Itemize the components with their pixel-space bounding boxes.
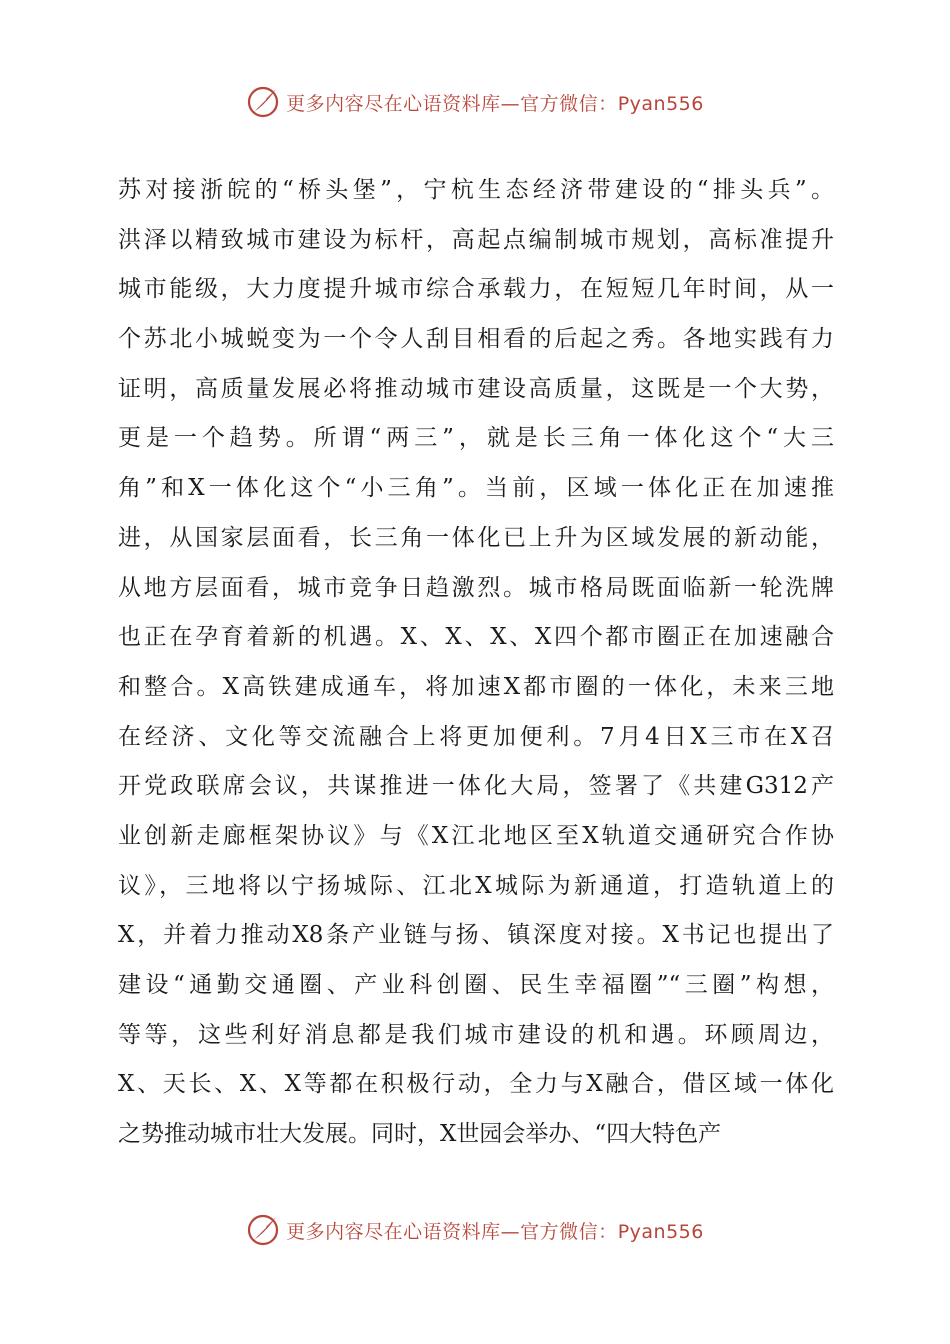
- body-line: 业创新走廊框架协议》与《X江北地区至X轨道交通研究合作协: [118, 822, 834, 849]
- body-line: 等等，这些利好消息都是我们城市建设的机和遇。环顾周边，: [118, 1021, 834, 1048]
- banner-dash: —: [500, 92, 521, 115]
- body-line: 和整合。X高铁建成通车，将加速X都市圈的一体化，未来三地: [118, 673, 834, 700]
- body-line: 也正在孕育着新的机遇。X、X、X、X四个都市圈正在加速融合: [118, 624, 834, 651]
- quill-pen-logo-icon: [246, 1213, 280, 1247]
- banner-slogan: 更多内容尽在心语资料库: [286, 92, 501, 115]
- body-line: 开党政联席会议，共谋推进一体化大局，签署了《共建G312产: [118, 773, 834, 800]
- banner-dash: —: [500, 1220, 521, 1243]
- header-banner: [0, 80, 950, 124]
- body-line: 议》，三地将以宁扬城际、江北X城际为新通道，打造轨道上的: [118, 872, 834, 899]
- body-line: 更是一个趋势。所谓“两三”，就是长三角一体化这个“大三: [118, 425, 834, 452]
- body-line: 进，从国家层面看，长三角一体化已上升为区域发展的新动能，: [118, 524, 834, 551]
- body-line: 个苏北小城蜕变为一个令人刮目相看的后起之秀。各地实践有力: [118, 326, 834, 353]
- body-line: 在经济、文化等交流融合上将更加便利。7月4日X三市在X召: [118, 723, 834, 750]
- banner-wechat-id: Pyan556: [617, 92, 704, 115]
- body-line: 苏对接浙皖的“桥头堡”，宁杭生态经济带建设的“排头兵”。: [118, 177, 834, 203]
- body-line: X、天长、X、X等都在积极行动，全力与X融合，借区域一体化: [118, 1071, 834, 1098]
- body-line: 角”和X一体化这个“小三角”。当前，区域一体化正在加速推: [118, 475, 834, 502]
- body-line: 之势推动城市壮大发展。同时，X世园会举办、“四大特色产: [118, 1121, 722, 1148]
- banner-wechat-label: 官方微信：: [520, 92, 618, 115]
- quill-pen-logo-icon: [246, 85, 280, 119]
- banner-wechat-label: 官方微信：: [520, 1220, 618, 1243]
- header-banner-inner: [246, 85, 704, 119]
- header-banner-text: [286, 89, 704, 116]
- body-line: 从地方层面看，城市竞争日趋激烈。城市格局既面临新一轮洗牌: [118, 574, 834, 601]
- banner-wechat-id: Pyan556: [617, 1220, 704, 1243]
- body-line: 证明，高质量发展必将推动城市建设高质量，这既是一个大势，: [118, 375, 834, 402]
- body-line: X，并着力推动X8条产业链与扬、镇深度对接。X书记也提出了: [118, 922, 834, 949]
- body-line: 建设“通勤交通圈、产业科创圈、民生幸福圈”“三圈”构想，: [118, 972, 834, 998]
- footer-banner: [0, 1208, 950, 1252]
- footer-banner-text: [286, 1217, 704, 1244]
- banner-slogan: 更多内容尽在心语资料库: [286, 1220, 501, 1243]
- body-line: 洪泽以精致城市建设为标杆，高起点编制城市规划，高标准提升: [118, 226, 834, 253]
- document-body: [118, 166, 834, 1160]
- footer-banner-inner: [246, 1213, 704, 1247]
- body-line: 城市能级，大力度提升城市综合承载力，在短短几年时间，从一: [118, 276, 834, 303]
